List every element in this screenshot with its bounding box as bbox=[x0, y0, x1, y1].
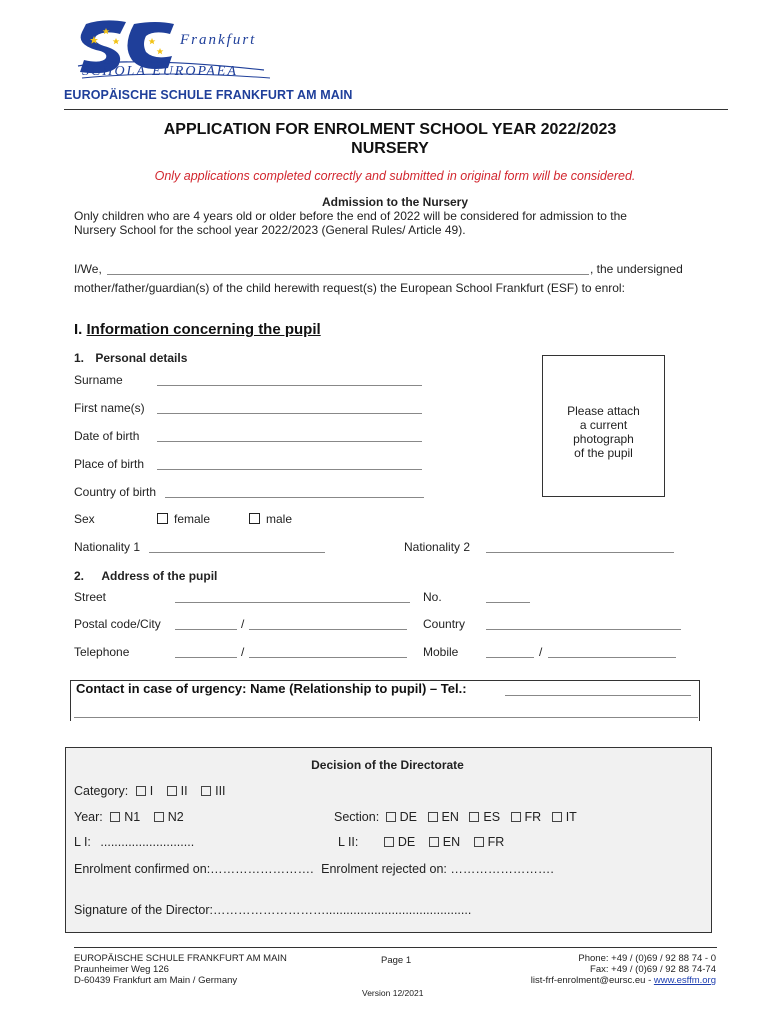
category-label: Category: bbox=[74, 784, 129, 798]
photo-text-line: photograph bbox=[573, 432, 634, 446]
first-names-field[interactable] bbox=[157, 413, 422, 414]
address-heading bbox=[74, 569, 217, 583]
nationality-2-label: Nationality 2 bbox=[404, 540, 471, 554]
l2-option-fr[interactable] bbox=[474, 835, 505, 849]
n1-checkbox[interactable] bbox=[110, 812, 120, 822]
section-option-it[interactable] bbox=[552, 810, 577, 824]
footer-email[interactable]: list-frf-enrolment@eursc.eu - bbox=[530, 975, 654, 986]
section-fr-label: FR bbox=[524, 810, 542, 824]
dob-label: Date of birth bbox=[74, 429, 140, 443]
personal-details-number: 1. bbox=[74, 351, 85, 365]
photo-instructions bbox=[543, 404, 664, 460]
photo-text-line: of the pupil bbox=[574, 446, 633, 460]
street-field[interactable] bbox=[175, 602, 410, 603]
section-it-checkbox[interactable] bbox=[552, 812, 562, 822]
telephone-slash: / bbox=[241, 645, 245, 659]
section-option-fr[interactable] bbox=[511, 810, 542, 824]
house-no-label: No. bbox=[423, 590, 442, 604]
enrolment-status-row bbox=[74, 862, 554, 876]
l2-fr-label: FR bbox=[487, 835, 505, 849]
section-row bbox=[334, 810, 577, 824]
year-option-n2[interactable] bbox=[154, 810, 184, 824]
category-option-3[interactable] bbox=[201, 784, 225, 798]
dob-field[interactable] bbox=[157, 441, 422, 442]
photo-text-line: a current bbox=[579, 418, 628, 432]
n1-label: N1 bbox=[124, 810, 141, 824]
year-row bbox=[74, 810, 184, 824]
address-title: Address of the pupil bbox=[101, 569, 218, 583]
personal-details-title: Personal details bbox=[95, 351, 188, 365]
category-2-checkbox[interactable] bbox=[167, 786, 177, 796]
mobile-number-field[interactable] bbox=[548, 657, 676, 658]
postal-slash: / bbox=[241, 617, 245, 631]
country-label: Country bbox=[423, 617, 466, 631]
section-en-label: EN bbox=[441, 810, 459, 824]
l2-de-label: DE bbox=[397, 835, 416, 849]
surname-field[interactable] bbox=[157, 385, 422, 386]
country-field[interactable] bbox=[486, 629, 681, 630]
nationality-2-field[interactable] bbox=[486, 552, 674, 553]
footer-phone: Phone: +49 / (0)69 / 92 88 74 - 0 bbox=[578, 953, 716, 964]
postal-city-label: Postal code/City bbox=[74, 617, 161, 631]
street-label: Street bbox=[74, 590, 107, 604]
year-option-n1[interactable] bbox=[110, 810, 140, 824]
country-of-birth-label: Country of birth bbox=[74, 485, 157, 499]
section-es-label: ES bbox=[483, 810, 501, 824]
footer-divider bbox=[74, 947, 717, 948]
l2-option-en[interactable] bbox=[429, 835, 460, 849]
school-logo bbox=[74, 18, 274, 86]
logo-city: Frankfurt bbox=[180, 32, 257, 48]
pob-label: Place of birth bbox=[74, 457, 145, 471]
category-3-label: III bbox=[215, 784, 226, 798]
category-1-checkbox[interactable] bbox=[136, 786, 146, 796]
validity-note: Only applications completed correctly and submitted in original form will be considered. bbox=[154, 169, 636, 183]
male-label: male bbox=[266, 512, 293, 526]
l2-label: L II: bbox=[338, 835, 359, 849]
form-title: APPLICATION FOR ENROLMENT SCHOOL YEAR 2022/2023 bbox=[163, 121, 617, 138]
footer-address bbox=[74, 953, 287, 986]
telephone-number-field[interactable] bbox=[249, 657, 407, 658]
declaration-suffix: , the undersigned bbox=[590, 262, 683, 276]
n2-label: N2 bbox=[167, 810, 184, 824]
male-checkbox[interactable] bbox=[249, 513, 260, 524]
section-option-es[interactable] bbox=[469, 810, 500, 824]
footer-contact bbox=[430, 953, 716, 986]
section-number: I. bbox=[74, 321, 83, 338]
l2-row bbox=[338, 835, 504, 849]
section-en-checkbox[interactable] bbox=[428, 812, 438, 822]
l2-de-checkbox[interactable] bbox=[384, 837, 394, 847]
address-number: 2. bbox=[74, 569, 85, 583]
section-de-checkbox[interactable] bbox=[386, 812, 396, 822]
enrolment-confirmed-field[interactable]: Enrolment confirmed on:……………………. bbox=[74, 862, 314, 876]
house-no-field[interactable] bbox=[486, 602, 530, 603]
nationality-1-label: Nationality 1 bbox=[74, 540, 141, 554]
header-divider bbox=[64, 109, 728, 110]
section-option-de[interactable] bbox=[386, 810, 417, 824]
emergency-contact-label: Contact in case of urgency: Name (Relationship to pupil) – Tel.: bbox=[76, 681, 467, 696]
admission-text-1: Only children who are 4 years old or older before the end of 2022 will be considered for admission to the bbox=[74, 209, 627, 223]
l1-label: L I: bbox=[74, 835, 91, 849]
category-option-2[interactable] bbox=[167, 784, 188, 798]
photo-box[interactable] bbox=[542, 355, 665, 497]
l2-fr-checkbox[interactable] bbox=[474, 837, 484, 847]
telephone-label: Telephone bbox=[74, 645, 130, 659]
l2-en-label: EN bbox=[442, 835, 461, 849]
city-field[interactable] bbox=[249, 629, 407, 630]
section-heading bbox=[74, 321, 321, 338]
form-subtitle: NURSERY bbox=[351, 140, 429, 157]
logo-wordmark: SCHOLA EUROPAEA bbox=[82, 64, 238, 79]
telephone-prefix-field[interactable] bbox=[175, 657, 237, 658]
mobile-prefix-field[interactable] bbox=[486, 657, 534, 658]
country-of-birth-field[interactable] bbox=[165, 497, 424, 498]
category-row bbox=[74, 784, 226, 798]
mobile-label: Mobile bbox=[423, 645, 459, 659]
l2-en-checkbox[interactable] bbox=[429, 837, 439, 847]
category-1-label: I bbox=[149, 784, 154, 798]
category-3-checkbox[interactable] bbox=[201, 786, 211, 796]
l1-row bbox=[74, 835, 194, 849]
school-name: EUROPÄISCHE SCHULE FRANKFURT AM MAIN bbox=[64, 88, 353, 102]
section-option-en[interactable] bbox=[428, 810, 459, 824]
section-label: Section: bbox=[334, 810, 380, 824]
decision-title: Decision of the Directorate bbox=[311, 758, 464, 772]
footer-email-line bbox=[430, 975, 716, 986]
section-fr-checkbox[interactable] bbox=[511, 812, 521, 822]
footer-fax: Fax: +49 / (0)69 / 92 88 74-74 bbox=[590, 964, 716, 975]
footer-school-name: EUROPÄISCHE SCHULE FRANKFURT AM MAIN bbox=[74, 953, 287, 964]
director-signature-field[interactable]: Signature of the Director:……………………….......................................... bbox=[74, 903, 472, 917]
sex-female-option[interactable] bbox=[157, 512, 210, 526]
emergency-contact-field[interactable] bbox=[505, 695, 691, 696]
sex-male-option[interactable] bbox=[249, 512, 292, 526]
year-label: Year: bbox=[74, 810, 103, 824]
female-label: female bbox=[174, 512, 211, 526]
enrolment-rejected-field[interactable]: Enrolment rejected on: ……………………. bbox=[321, 862, 554, 876]
footer-city: D-60439 Frankfurt am Main / Germany bbox=[74, 975, 238, 986]
first-names-label: First name(s) bbox=[74, 401, 145, 415]
emergency-contact-field-2[interactable] bbox=[74, 717, 698, 718]
admission-heading: Admission to the Nursery bbox=[321, 195, 469, 209]
category-2-label: II bbox=[180, 784, 188, 798]
n2-checkbox[interactable] bbox=[154, 812, 164, 822]
admission-text-2: Nursery School for the school year 2022/2023 (General Rules/ Article 49). bbox=[74, 223, 466, 237]
postal-code-field[interactable] bbox=[175, 629, 237, 630]
l2-option-de[interactable] bbox=[384, 835, 415, 849]
declaration-line-2: mother/father/guardian(s) of the child herewith request(s) the European School Frankfurt (ESF) to enrol: bbox=[74, 281, 625, 295]
section-es-checkbox[interactable] bbox=[469, 812, 479, 822]
l1-field[interactable]: ........................... bbox=[100, 835, 195, 849]
pob-field[interactable] bbox=[157, 469, 422, 470]
footer-website-link[interactable]: www.esffm.org bbox=[653, 975, 716, 986]
guardian-name-field[interactable] bbox=[107, 274, 589, 275]
mobile-slash: / bbox=[539, 645, 543, 659]
section-it-label: IT bbox=[565, 810, 577, 824]
page-number: Page 1 bbox=[381, 955, 412, 966]
personal-details-heading bbox=[74, 351, 187, 365]
form-version: Version 12/2021 bbox=[362, 988, 424, 998]
declaration-prefix: I/We, bbox=[74, 262, 102, 276]
sex-label: Sex bbox=[74, 512, 95, 526]
footer-street: Praunheimer Weg 126 bbox=[74, 964, 169, 975]
female-checkbox[interactable] bbox=[157, 513, 168, 524]
surname-label: Surname bbox=[74, 373, 123, 387]
photo-text-line: Please attach bbox=[567, 404, 640, 418]
category-option-1[interactable] bbox=[136, 784, 153, 798]
section-de-label: DE bbox=[399, 810, 418, 824]
section-title: Information concerning the pupil bbox=[86, 321, 321, 338]
nationality-1-field[interactable] bbox=[149, 552, 325, 553]
